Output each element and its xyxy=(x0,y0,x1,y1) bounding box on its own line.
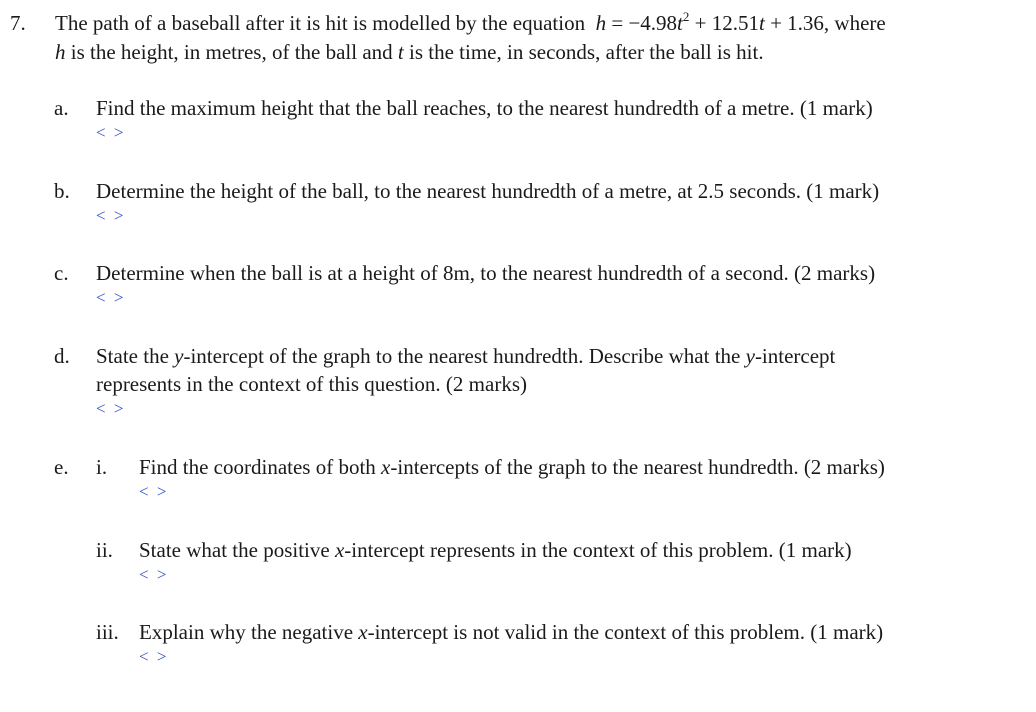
part-d-answer-link[interactable]: < > xyxy=(96,399,126,418)
part-e-i-text xyxy=(139,454,885,480)
part-d-text-line-2: represents in the context of this question. (2 marks) xyxy=(96,372,527,396)
part-a-letter: a. xyxy=(54,96,69,120)
question-intro-end: , where xyxy=(823,11,886,35)
part-e-iii-number: iii. xyxy=(96,620,119,644)
var-y-1: y xyxy=(174,344,184,368)
part-e-ii-number: ii. xyxy=(96,538,113,562)
var-t: t xyxy=(397,40,404,64)
question-intro: The path of a baseball after it is hit is modelled by the equation xyxy=(55,11,586,35)
part-e-ii-text-b: -intercept represents in the context of this problem. (1 mark) xyxy=(344,538,852,562)
eq-t2: t xyxy=(758,11,765,35)
part-e-ii-answer-link[interactable]: < > xyxy=(139,565,169,584)
part-e-letter: e. xyxy=(54,455,69,479)
question-line-2-end: is the time, in seconds, after the ball is hit. xyxy=(403,40,764,64)
question-number: 7. xyxy=(10,11,26,35)
part-c-text: Determine when the ball is at a height of 8m, to the nearest hundredth of a second. (2 marks) xyxy=(96,261,876,285)
part-c-answer-link[interactable]: < > xyxy=(96,288,126,307)
part-d-text-b: -intercept of the graph to the nearest hundredth. Describe what the xyxy=(183,344,746,368)
part-b-letter: b. xyxy=(54,179,70,203)
part-d-text-c: -intercept xyxy=(754,344,836,368)
part-e-i-text-b: -intercepts of the graph to the nearest hundredth. (2 marks) xyxy=(390,455,885,479)
part-a-answer-link[interactable]: < > xyxy=(96,123,126,142)
eq-t1: t xyxy=(677,11,683,35)
var-y-2: y xyxy=(745,344,755,368)
part-d-text-line-1 xyxy=(96,343,835,369)
var-x-1: x xyxy=(381,455,391,479)
part-b-answer-link[interactable]: < > xyxy=(96,206,126,225)
part-e-ii-text xyxy=(139,537,852,563)
eq-exponent: 2 xyxy=(682,9,690,24)
part-e-iii-text-b: -intercept is not valid in the context of this problem. (1 mark) xyxy=(367,620,884,644)
part-c-letter: c. xyxy=(54,261,69,285)
part-e-i-answer-link[interactable]: < > xyxy=(139,482,169,501)
part-d-letter: d. xyxy=(54,344,70,368)
question-line-1 xyxy=(55,10,886,36)
part-b-text: Determine the height of the ball, to the nearest hundredth of a metre, at 2.5 seconds. (1 mark) xyxy=(96,179,880,203)
part-e-i-text-a: Find the coordinates of both xyxy=(139,455,382,479)
eq-part-c: + 1.36 xyxy=(764,11,824,35)
var-x-2: x xyxy=(334,538,345,562)
var-h: h xyxy=(55,40,66,64)
part-e-i-number: i. xyxy=(96,455,108,479)
var-x-3: x xyxy=(358,620,368,644)
equation xyxy=(590,11,824,35)
part-e-iii-text-a: Explain why the negative xyxy=(139,620,359,644)
question-line-2 xyxy=(55,39,764,65)
part-e-iii-answer-link[interactable]: < > xyxy=(139,647,169,666)
part-d-text-a: State the xyxy=(96,344,175,368)
question-line-2-text: is the height, in metres, of the ball and xyxy=(65,40,398,64)
part-e-iii-text xyxy=(139,619,883,645)
eq-part-b: + 12.51 xyxy=(689,11,759,35)
part-a-text: Find the maximum height that the ball reaches, to the nearest hundredth of a metre. (1 mark) xyxy=(96,96,873,120)
eq-h: h xyxy=(595,11,607,35)
eq-part-a: = −4.98 xyxy=(606,11,678,35)
part-e-ii-text-a: State what the positive xyxy=(139,538,335,562)
